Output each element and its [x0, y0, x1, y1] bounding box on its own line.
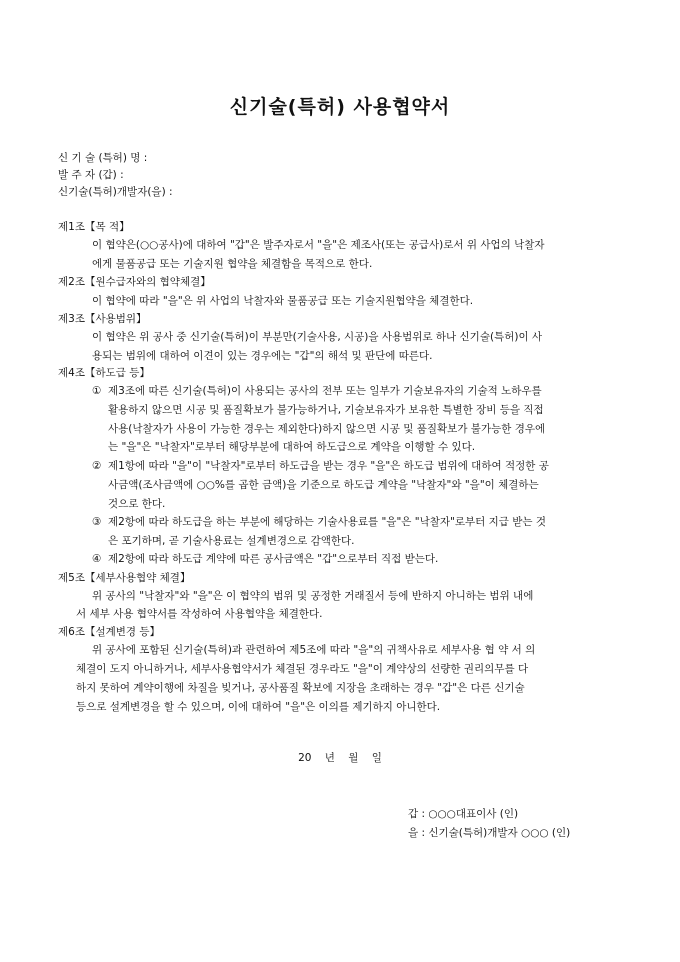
- article-4-heading: 제4조【하도급 등】: [58, 367, 150, 379]
- article-1-line-1: 이 협약은(○○공사)에 대하여 "갑"은 발주자로서 "을"은 제조사(또는 공급사)로서 위 사업의 낙찰자: [92, 239, 545, 251]
- item-marker: ②: [92, 460, 102, 472]
- item-3-line-1: 제2항에 따라 하도급을 하는 부분에 해당하는 기술사용료를 "을"은 "낙찰자"로부터 지급 받는 것: [108, 516, 547, 528]
- item-marker: ①: [92, 385, 102, 397]
- signature-party-b: 을 : 신기술(특허)개발자 ○○○ (인): [408, 827, 571, 839]
- item-2-line-2: 사금액(조사금액에 ○○%를 곱한 금액)을 기준으로 하도급 계약을 "낙찰자"와 "을"이 체결하는: [108, 478, 539, 491]
- article-3-line-2: 용되는 범위에 대하여 이견이 있는 경우에는 "갑"의 해석 및 판단에 따른다.: [92, 350, 433, 362]
- article-2-heading: 제2조【원수급자와의 협약체결】: [58, 276, 211, 288]
- article-1-line-2: 에게 물품공급 또는 기술지원 협약을 체결함을 목적으로 한다.: [92, 258, 373, 270]
- developer-field: 신기술(특허)개발자(을) :: [58, 186, 173, 198]
- document-title: 신기술(특허) 사용협약서: [229, 96, 451, 118]
- article-6-line-2: 체결이 도지 아니하거나, 세부사용협약서가 체결된 경우라도 "을"이 계약상의 선량한 권리의무를 다: [76, 663, 529, 675]
- item-1-line-2: 활용하지 않으면 시공 및 품질확보가 불가능하거나, 기술보유자가 보유한 특별한 장비 등을 직접: [108, 403, 544, 416]
- client-field: 발 주 자 (갑) :: [58, 169, 124, 181]
- item-marker: ④: [92, 553, 102, 565]
- article-6-line-1: 위 공사에 포함된 신기술(특허)과 관련하여 제5조에 따라 "을"의 귀책사유로 세부사용 협 약 서 의: [92, 644, 536, 656]
- article-3-line-1: 이 협약은 위 공사 중 신기술(특허)이 부분만(기술사용, 시공)을 사용범위로 하나 신기술(특허)이 사: [92, 331, 543, 343]
- article-2-line-1: 이 협약에 따라 "을"은 위 사업의 낙찰자와 물품공급 또는 기술지원협약을 체결한다.: [92, 295, 474, 307]
- article-5-heading: 제5조【세부사용협약 체결】: [58, 572, 191, 584]
- article-3-heading: 제3조【사용범위】: [58, 313, 147, 325]
- article-6-line-3: 하지 못하여 계약이행에 차질을 빚거나, 공사품질 확보에 지장을 초래하는 경우 "갑"은 다른 신기술: [76, 682, 525, 694]
- item-marker: ③: [92, 516, 102, 528]
- item-2-line-1: 제1항에 따라 "을"이 "낙찰자"로부터 하도급을 받는 경우 "을"은 하도급 범위에 대하여 적정한 공: [108, 460, 549, 472]
- tech-name-field: 신 기 술 (특허) 명 :: [58, 152, 148, 164]
- article-6-heading: 제6조【설계변경 등】: [58, 626, 161, 638]
- item-2-line-3: 것으로 한다.: [108, 497, 166, 510]
- item-4-line-1: 제2항에 따라 하도급 계약에 따른 공사금액은 "갑"으로부터 직접 받는다.: [108, 553, 439, 565]
- item-1-line-1: 제3조에 따른 신기술(특허)이 사용되는 공사의 전부 또는 일부가 기술보유자의 기술적 노하우를: [108, 385, 542, 397]
- item-1-line-4: 는 "을"은 "낙찰자"로부터 해당부분에 대하여 하도급으로 계약을 이행할 수 있다.: [108, 441, 476, 454]
- item-1-line-3: 사용(낙찰자가 사용이 가능한 경우는 제외한다)하지 않으면 시공 및 품질확보가 불가능한 경우에: [108, 422, 546, 435]
- article-6-line-4: 등으로 설계변경을 할 수 있으며, 이에 대하여 "을"은 이의를 제기하지 아니한다.: [76, 701, 441, 713]
- date-line: 20 년 월 일: [298, 752, 382, 764]
- signature-party-a: 갑 : ○○○대표이사 (인): [408, 808, 519, 820]
- item-3-line-2: 은 포기하며, 곧 기술사용료는 설계변경으로 감액한다.: [108, 534, 355, 547]
- article-1-heading: 제1조【목 적】: [58, 221, 130, 233]
- article-5-line-2: 서 세부 사용 협약서를 작성하여 사용협약을 체결한다.: [76, 608, 323, 620]
- article-5-line-1: 위 공사의 "낙찰자"와 "을"은 이 협약의 범위 및 공정한 거래질서 등에 반하지 아니하는 범위 내에: [92, 590, 534, 602]
